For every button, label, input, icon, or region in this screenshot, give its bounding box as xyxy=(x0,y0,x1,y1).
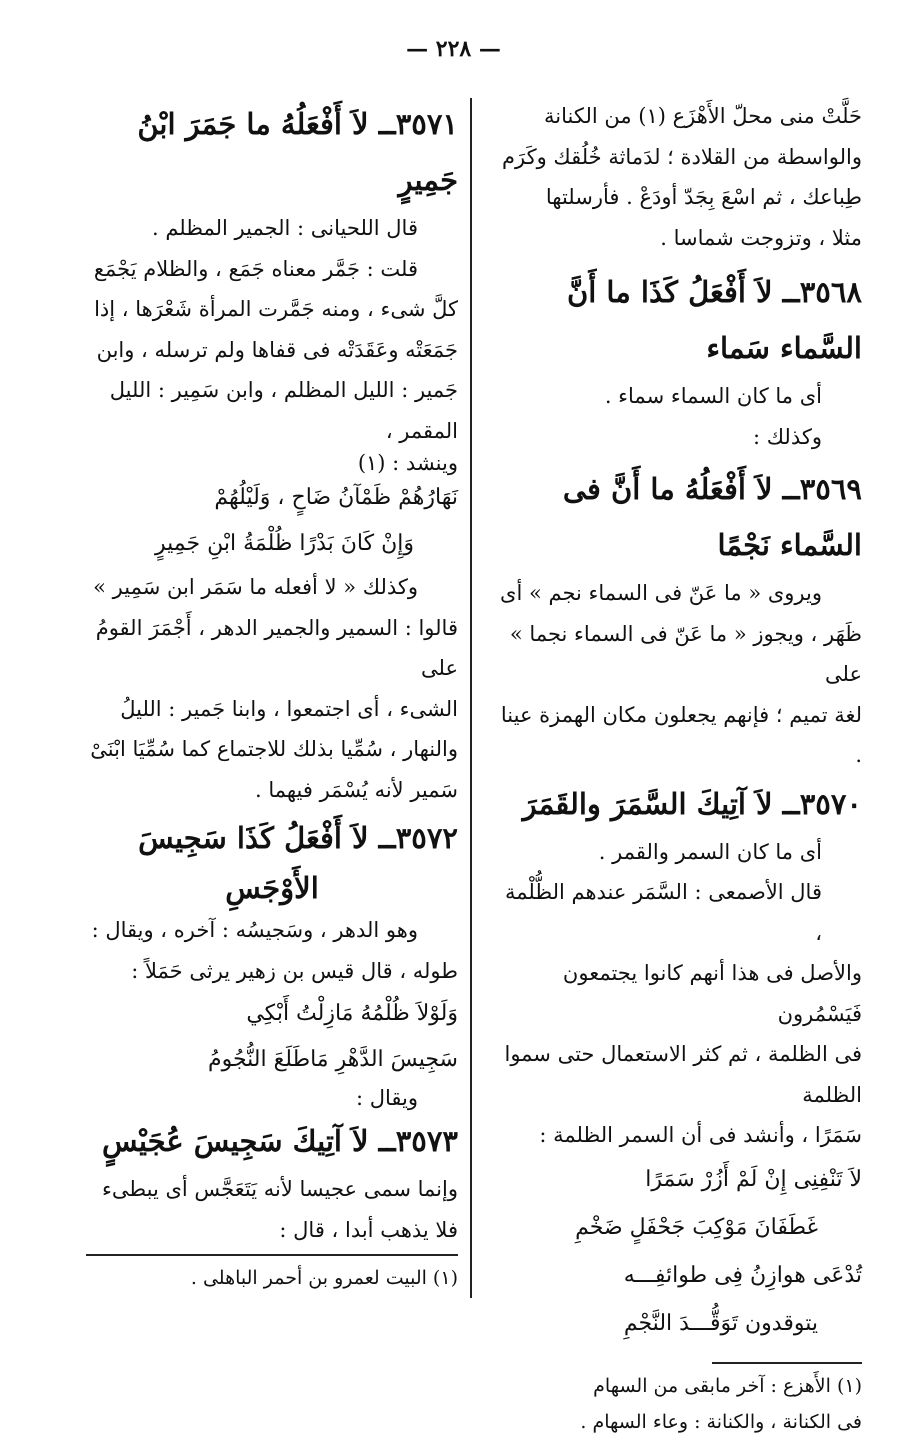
poem-line: تُدْعَى هوازِنُ فِى طوائفِـــه xyxy=(623,1262,862,1288)
entry-heading-3570: ٣٥٧٠ــ لاَ آتِيكَ السَّمَرَ والقَمَرَ xyxy=(522,786,862,821)
text-line: سَمير لأنه يُسْمَر فيهما . xyxy=(254,777,458,802)
text-line: وينشد : (١) xyxy=(357,451,458,475)
text-line: كلَّ شىء ، ومنه جَمَّرت المرأة شَعْرَها ، إذا xyxy=(94,297,458,321)
text-line: لغة تميم ؛ فإنهم يجعلون مكان الهمزة عينا . xyxy=(500,702,862,767)
text-line: طِباعك ، ثم اسْعَ بِجَدّ أودَعْ . فأرسلتها xyxy=(545,185,862,209)
text-line: وهو الدهر ، وسَجيسُه : آخره ، ويقال : xyxy=(91,918,418,942)
left-column xyxy=(86,96,458,1296)
text-line: والنهار ، سُمِّيا بذلك للاجتماع كما سُمِّيَا ابْنَىْ xyxy=(90,737,458,761)
poem-line: غَطَفَانَ مَوْكِبَ جَحْفَلٍ ضَخْمِ xyxy=(575,1214,818,1240)
footnote: (١) البيت لعمرو بن أحمر الباهلى . xyxy=(190,1267,458,1289)
entry-heading-3571: ٣٥٧١ــ لاَ أَفْعَلُهُ ما جَمَرَ ابْنُ جَمِيرٍ xyxy=(137,107,458,197)
poem-line: نَهَارُهُمْ ظَمْآنُ ضَاحٍ ، وَلَيْلُهُمْ xyxy=(214,485,458,510)
text-line: والواسطة من القلادة ؛ لدَماثة خُلُقك وكَرَم xyxy=(502,144,862,169)
poem-line: وَلَوْلاَ ظُلْمُهُ مَازِلْتُ أَبْكِي xyxy=(246,1001,458,1026)
text-line: حَلَّتْ منى محلّ الأَهْزَع (١) من الكنانة xyxy=(544,104,862,128)
text-line: أى ما كان السماء سماء . xyxy=(604,384,822,408)
text-line: الشىء ، أى اجتمعوا ، وابنا جَمير : الليلُ xyxy=(120,696,458,721)
right-column xyxy=(496,96,862,1440)
footnote: فى الكنانة ، والكنانة : وعاء السهام . xyxy=(580,1410,862,1433)
page-number: — ٢٢٨ — xyxy=(406,36,501,62)
text-line: فى الظلمة ، ثم كثر الاستعمال حتى سموا الظلمة xyxy=(504,1042,862,1107)
text-line: جَمَعَتْه وعَقَدَتْه فى قفاها ولم ترسله ، وابن xyxy=(96,337,458,362)
text-line: قلت : جَمَّر معناه جَمَع ، والظلام يَجْمَع xyxy=(93,256,418,281)
entry-heading-3568: ٣٥٦٨ــ لاَ أَفْعَلُ كَذَا ما أَنَّ السَّماء سَماء xyxy=(566,275,862,365)
entry-heading-3572-continued: الأَوْجَسِ xyxy=(225,871,319,905)
footnote-rule xyxy=(86,1254,458,1256)
text-line: ظَهَر ، ويجوز « ما عَنّ فى السماء نجما » على xyxy=(509,621,862,686)
poem-line: وَإِنْ كَانَ بَدْرًا ظُلْمَةُ ابْنِ جَمِيرٍ xyxy=(155,531,414,556)
text-line: فلا يذهب أبدا ، قال : xyxy=(279,1217,458,1242)
text-line: مثلا ، وتزوجت شماسا . xyxy=(660,225,862,250)
text-line: جَمير : الليل المظلم ، وابن سَمِير : الليل المقمر ، xyxy=(109,378,458,443)
text-line: والأصل فى هذا أنهم كانوا يجتمعون فَيَسْمُرون xyxy=(562,961,862,1026)
footnote: (١) الأَهزع : آخر مابقى من السهام xyxy=(593,1374,862,1397)
text-line: قالوا : السمير والجمير الدهر ، أَجْمَرَ القومُ على xyxy=(95,615,458,680)
poem-line: سَجِيسَ الدَّهْرِ مَاطَلَعَ النُّجُومُ xyxy=(207,1047,458,1072)
text-line: ويروى « ما عَنّ فى السماء نجم » أى xyxy=(500,581,822,605)
poem-line: لاَ تَنْفِنِى إِنْ لَمْ أَزُرْ سَمَرًا xyxy=(645,1166,862,1192)
poem-line: يتوقدون تَوَقُّـــدَ النَّجْمِ xyxy=(623,1310,818,1336)
entry-heading-3569: ٣٥٦٩ــ لاَ أَفْعَلُهُ ما أَنَّ فى السَّماء نَجْمًا xyxy=(562,472,862,562)
text-line: وكذلك « لا أفعله ما سَمَر ابن سَمِير » xyxy=(93,575,418,599)
footnote-rule xyxy=(712,1362,862,1364)
text-line: سَمَرًا ، وأنشد فى أن السمر الظلمة : xyxy=(539,1123,862,1147)
entry-heading-3572: ٣٥٧٢ــ لاَ أَفْعَلُ كَذَا سَجِيسَ xyxy=(138,821,458,855)
text-line: ويقال : xyxy=(355,1086,418,1110)
text-line: أى ما كان السمر والقمر . xyxy=(598,839,822,864)
text-line: قال الأصمعى : السَّمَر عندهم الظُّلْمة ، xyxy=(504,880,822,945)
text-line: وإنما سمى عجيسا لأنه يَتَعَجَّس أى يبطىء xyxy=(102,1177,458,1201)
text-line: قال اللحيانى : الجمير المظلم . xyxy=(151,216,418,240)
entry-heading-3573: ٣٥٧٣ــ لاَ آتِيكَ سَجِيسَ عُجَيْسٍ xyxy=(101,1124,458,1158)
text-line: وكذلك : xyxy=(752,424,822,449)
text-line: طوله ، قال قيس بن زهير يرثى حَمَلاً : xyxy=(131,958,458,983)
column-divider xyxy=(470,98,472,1298)
